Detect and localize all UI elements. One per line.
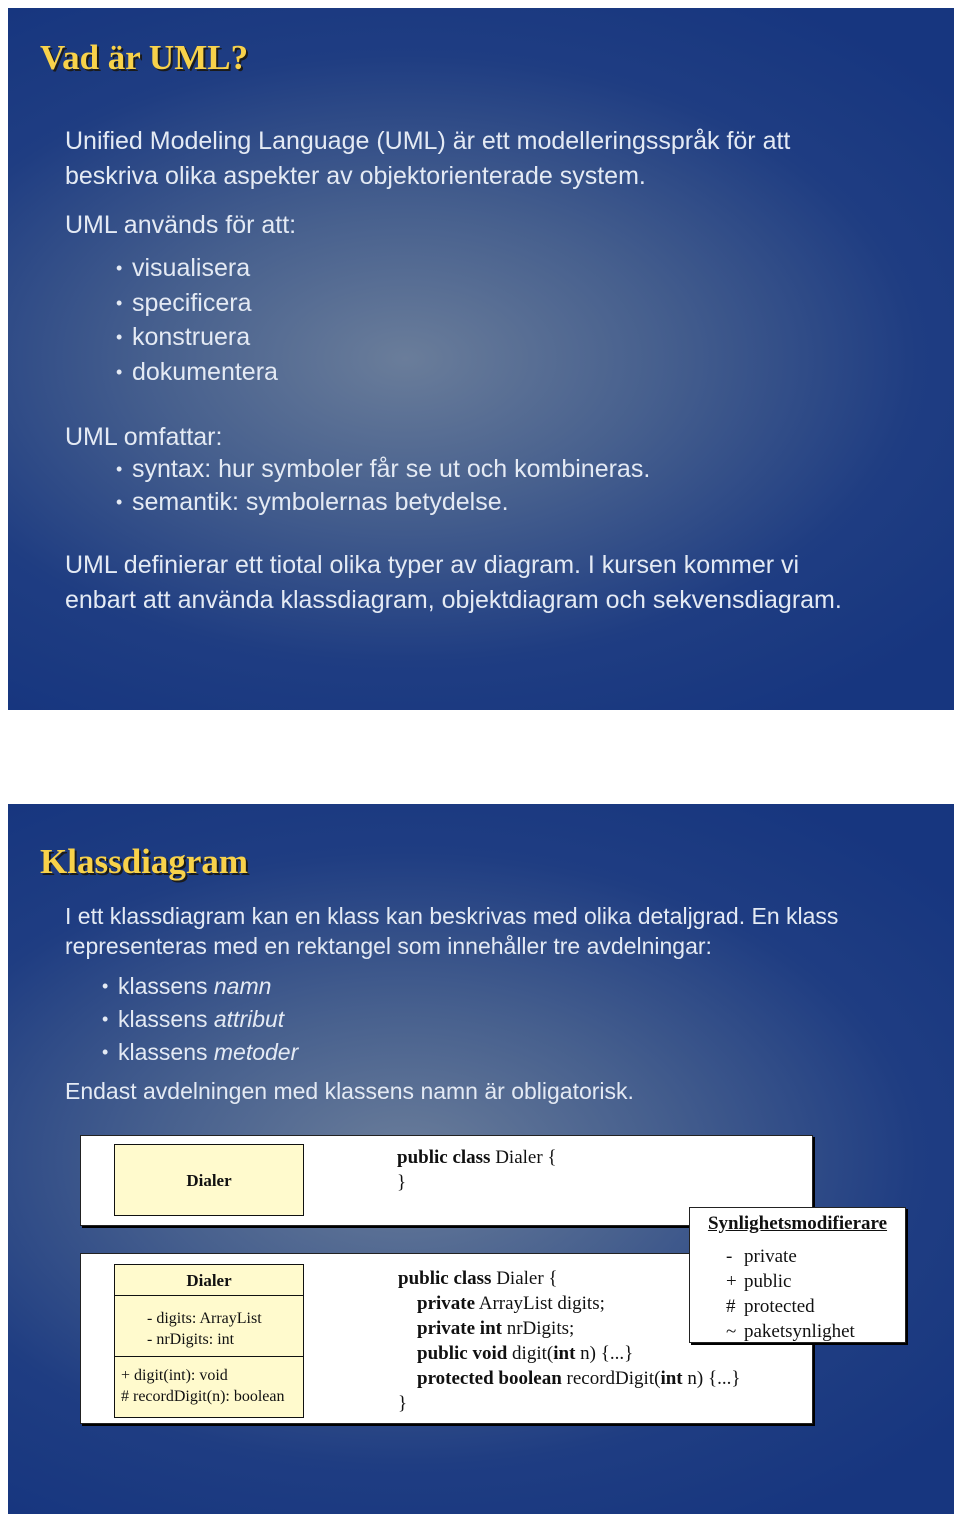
intro-line-1: I ett klassdiagram kan en klass kan beskrivas med olika detaljgrad. En klass	[65, 903, 839, 929]
intro-line-2: representeras med en rektangel som innehåller tre avdelningar:	[65, 933, 712, 959]
code-keyword: public class	[397, 1147, 491, 1168]
slide-title: Klassdiagram	[40, 842, 249, 881]
covers-item: • semantik: symbolernas betydelse.	[132, 485, 509, 520]
class-box-detailed	[114, 1264, 304, 1418]
intro-line-2: beskriva olika aspekter av objektorienterade system.	[65, 162, 646, 190]
legend-title: Synlighetsmodifierare	[707, 1213, 888, 1234]
code-block-simple	[397, 1145, 557, 1195]
class-box-simple	[114, 1144, 304, 1216]
method-line: # recordDigit(n): boolean	[121, 1388, 285, 1405]
code-block-detailed: public class Dialer { private ArrayList digits; private int nrDigits; public void digit(int n) {...} protected boolean recordDigit(int n) {...} }	[398, 1268, 741, 1414]
intro-line-1: Unified Modeling Language (UML) är ett modelleringsspråk för att	[65, 127, 791, 155]
covers-item: • syntax: hur symboler får se ut och kombineras.	[132, 452, 650, 487]
attribute-line: - nrDigits: int	[147, 1331, 235, 1348]
class-name: Dialer	[186, 1171, 232, 1190]
slide-title: Vad är UML?	[40, 38, 249, 77]
legend-item-public: + public	[726, 1271, 792, 1292]
uses-heading: UML används för att:	[65, 211, 297, 239]
part-item-name: • klassens namn	[118, 971, 271, 1001]
legend-items	[726, 1244, 855, 1344]
mandatory-note: Endast avdelningen med klassens namn är obligatorisk.	[65, 1078, 634, 1104]
uses-item: • visualisera	[132, 251, 250, 286]
attributes-section	[115, 1296, 303, 1357]
slide-what-is-uml	[8, 8, 954, 710]
covers-heading: UML omfattar:	[65, 423, 223, 451]
legend-item-package: ~ paketsynlighet	[726, 1321, 855, 1342]
outro-line-1: UML definierar ett tiotal olika typer av diagram. I kursen kommer vi	[65, 551, 800, 579]
outro-line-2: enbart att använda klassdiagram, objektdiagram och sekvensdiagram.	[65, 586, 842, 614]
part-item-methods: • klassens metoder	[118, 1037, 298, 1067]
slide-class-diagram	[8, 804, 954, 1514]
code-text: Dialer {	[495, 1147, 557, 1168]
methods-section	[121, 1365, 285, 1407]
code-close: }	[397, 1172, 407, 1193]
visibility-legend	[689, 1207, 906, 1343]
uses-item: • konstruera	[132, 320, 250, 355]
legend-item-private: - private	[726, 1246, 797, 1267]
uses-item: • specificera	[132, 286, 252, 321]
uses-item: • dokumentera	[132, 355, 278, 390]
method-line: + digit(int): void	[121, 1367, 228, 1384]
part-item-attributes: • klassens attribut	[118, 1004, 284, 1034]
legend-item-protected: # protected	[726, 1296, 815, 1317]
attribute-line: - digits: ArrayList	[147, 1310, 262, 1327]
class-name: Dialer	[186, 1271, 232, 1290]
